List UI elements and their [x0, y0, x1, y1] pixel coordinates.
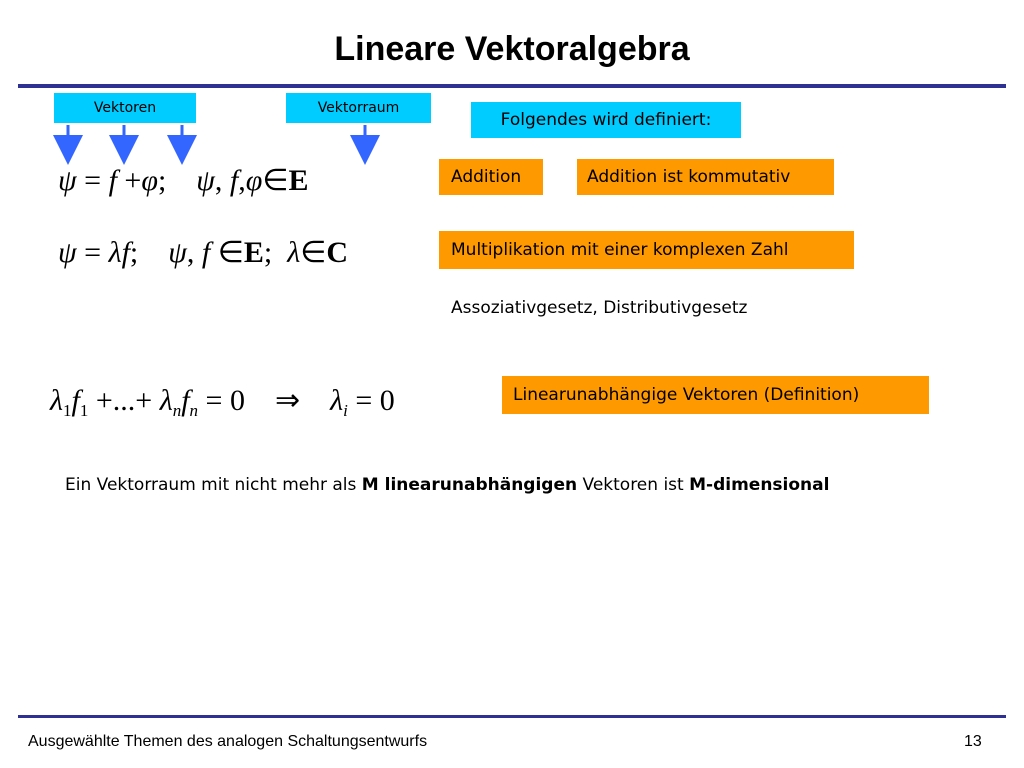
addition-equation: ψ = f +φ; ψ, f,φ∈E — [58, 164, 309, 197]
page-number: 13 — [964, 733, 982, 750]
defined-label: Folgendes wird definiert: — [471, 102, 741, 138]
complex-multiplication-box: Multiplikation mit einer komplexen Zahl — [439, 231, 854, 269]
linear-independence-box: Linearunabhängige Vektoren (Definition) — [502, 376, 929, 414]
title-divider — [18, 84, 1006, 88]
addition-box: Addition — [439, 159, 543, 195]
independence-equation: $\lambda_1f_1$ +...+ $\lambda_nf_n = 0$ ⇒ $\lambda_i = 0$ — [50, 384, 395, 420]
footer-text: Ausgewählte Themen des analogen Schaltungsentwurfs — [28, 733, 428, 750]
footer-divider — [18, 715, 1006, 718]
multiplication-equation: ψ = λf; ψ, f ∈E; λ∈C — [58, 236, 349, 269]
vector-space-label: Vektorraum — [286, 93, 431, 123]
commutative-box: Addition ist kommutativ — [577, 159, 834, 195]
vectors-label: Vektoren — [54, 93, 196, 123]
dimension-statement: Ein Vektorraum mit nicht mehr als M linearunabhängigen Vektoren ist M-dimensional — [65, 475, 830, 495]
slide-title: Lineare Vektoralgebra — [334, 30, 690, 68]
laws-text: Assoziativgesetz, Distributivgesetz — [451, 298, 748, 318]
